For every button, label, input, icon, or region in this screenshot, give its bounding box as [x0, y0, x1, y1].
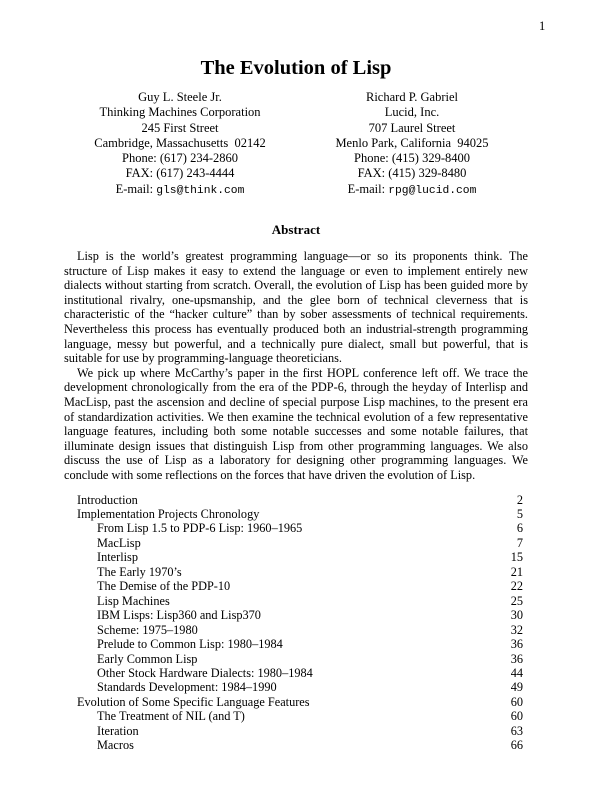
- toc-entry-title: Scheme: 1975–1980: [97, 622, 198, 637]
- email-label: E-mail:: [347, 181, 389, 196]
- email-address: rpg@lucid.com: [388, 184, 477, 197]
- toc-entry-page: 49: [510, 680, 523, 695]
- author-block-left: [64, 90, 296, 199]
- toc-entry: [64, 637, 528, 651]
- toc-entry: [64, 521, 528, 535]
- page-number: 1: [539, 19, 546, 33]
- toc-entry: [64, 724, 528, 738]
- toc-entry: [64, 680, 528, 694]
- toc-entry-title: Other Stock Hardware Dialects: 1980–1984: [97, 666, 313, 681]
- toc-entry: [64, 695, 528, 709]
- author-name: Richard P. Gabriel: [366, 90, 458, 104]
- table-of-contents: [64, 493, 528, 753]
- toc-entry-title: Standards Development: 1984–1990: [97, 680, 277, 695]
- toc-entry: [64, 666, 528, 680]
- toc-entry-page: 22: [510, 579, 523, 594]
- author-phone: Phone: (415) 329-8400: [354, 151, 470, 166]
- toc-entry-title: Evolution of Some Specific Language Features: [77, 694, 310, 709]
- paper-title: The Evolution of Lisp: [200, 57, 392, 79]
- author-phone: Phone: (617) 234-2860: [122, 151, 238, 166]
- toc-entry-page: 30: [510, 608, 523, 623]
- toc-entry: [64, 550, 528, 564]
- page-content: [0, 57, 601, 753]
- toc-entry-page: 32: [510, 622, 523, 637]
- toc-entry-page: 44: [510, 666, 523, 681]
- toc-entry-page: 7: [516, 535, 523, 550]
- email-label: E-mail:: [115, 181, 157, 196]
- toc-entry-page: 60: [510, 694, 523, 709]
- author-city: Menlo Park, California 94025: [335, 135, 489, 150]
- toc-entry-page: 36: [510, 637, 523, 652]
- author-blocks: [64, 90, 528, 199]
- author-email-line: [296, 182, 528, 199]
- toc-entry: [64, 493, 528, 507]
- author-street: 707 Laurel Street: [368, 120, 456, 135]
- abstract-body: [64, 249, 528, 483]
- toc-entry-title: Iteration: [97, 723, 139, 738]
- toc-entry-title: Implementation Projects Chronology: [77, 507, 260, 522]
- author-affiliation: Thinking Machines Corporation: [99, 105, 261, 120]
- author-street: 245 First Street: [141, 120, 219, 135]
- toc-entry-title: The Treatment of NIL (and T): [97, 709, 245, 724]
- toc-entry-title: Introduction: [77, 492, 138, 507]
- toc-entry-title: The Demise of the PDP-10: [97, 579, 231, 594]
- toc-entry: [64, 507, 528, 521]
- author-block-right: [296, 90, 528, 199]
- toc-entry: [64, 738, 528, 752]
- toc-entry-title: Prelude to Common Lisp: 1980–1984: [97, 637, 283, 652]
- toc-entry: [64, 565, 528, 579]
- toc-entry-page: 2: [516, 492, 523, 507]
- toc-entry: [64, 652, 528, 666]
- toc-entry-page: 6: [516, 521, 523, 536]
- abstract-paragraph-1: Lisp is the world’s greatest programming language—or so its proponents think. The structure of Lisp makes it easy to extend the language or even to implement entirely new dialects without starting from scratch. Overall, the evolution of Lisp has been guided more by institutional rivalry, one-upsmanship, and the glee born of technical cleverness that is characteristic of the “hacker culture” than by sober assessments of technical requirements. Nevertheless this process has eventually produced both an industrial-strength programming language, messy but powerful, and a technically pure dialect, small but powerful, that is suitable for use by programming-language theoreticians.: [64, 249, 528, 366]
- toc-entry-page: 5: [516, 507, 523, 522]
- toc-entry-page: 36: [510, 651, 523, 666]
- toc-entry: [64, 594, 528, 608]
- toc-entry-page: 60: [510, 709, 523, 724]
- toc-entry-title: MacLisp: [97, 535, 141, 550]
- abstract-paragraph-2: We pick up where McCarthy’s paper in the first HOPL conference left off. We trace the development chronologically from the era of the PDP-6, through the heyday of Interlisp and MacLisp, past the ascension and decline of special purpose Lisp machines, to the present era of standardization activities. We then examine the technical evolution of a few representative language features, including both some notable successes and some notable failures, that illuminate design issues that distinguish Lisp from other programming languages. We also discuss the use of Lisp as a laboratory for designing other programming languages. We conclude with some reflections on the forces that have driven the evolution of Lisp.: [64, 365, 528, 482]
- toc-entry: [64, 709, 528, 723]
- toc-entry-title: Early Common Lisp: [97, 651, 198, 666]
- author-name: Guy L. Steele Jr.: [138, 90, 222, 104]
- toc-entry-title: Lisp Machines: [97, 593, 170, 608]
- toc-entry: [64, 608, 528, 622]
- toc-entry-title: From Lisp 1.5 to PDP-6 Lisp: 1960–1965: [97, 521, 303, 536]
- toc-entry-page: 15: [510, 550, 523, 565]
- author-fax: FAX: (415) 329-8480: [357, 166, 467, 181]
- toc-entry: [64, 623, 528, 637]
- toc-entry-title: The Early 1970’s: [97, 564, 182, 579]
- toc-entry: [64, 579, 528, 593]
- toc-entry-page: 21: [510, 564, 523, 579]
- toc-entry-page: 63: [510, 723, 523, 738]
- toc-entry-page: 66: [510, 738, 523, 753]
- author-affiliation: Lucid, Inc.: [384, 105, 440, 120]
- toc-entry-title: IBM Lisps: Lisp360 and Lisp370: [97, 608, 261, 623]
- author-fax: FAX: (617) 243-4444: [125, 166, 235, 181]
- author-email-line: [64, 182, 296, 199]
- toc-entry-page: 25: [510, 593, 523, 608]
- toc-entry: [64, 536, 528, 550]
- toc-entry-title: Interlisp: [97, 550, 138, 565]
- toc-entry-title: Macros: [97, 738, 134, 753]
- email-address: gls@think.com: [156, 184, 245, 197]
- abstract-heading: Abstract: [271, 222, 321, 238]
- author-city: Cambridge, Massachusetts 02142: [94, 135, 266, 150]
